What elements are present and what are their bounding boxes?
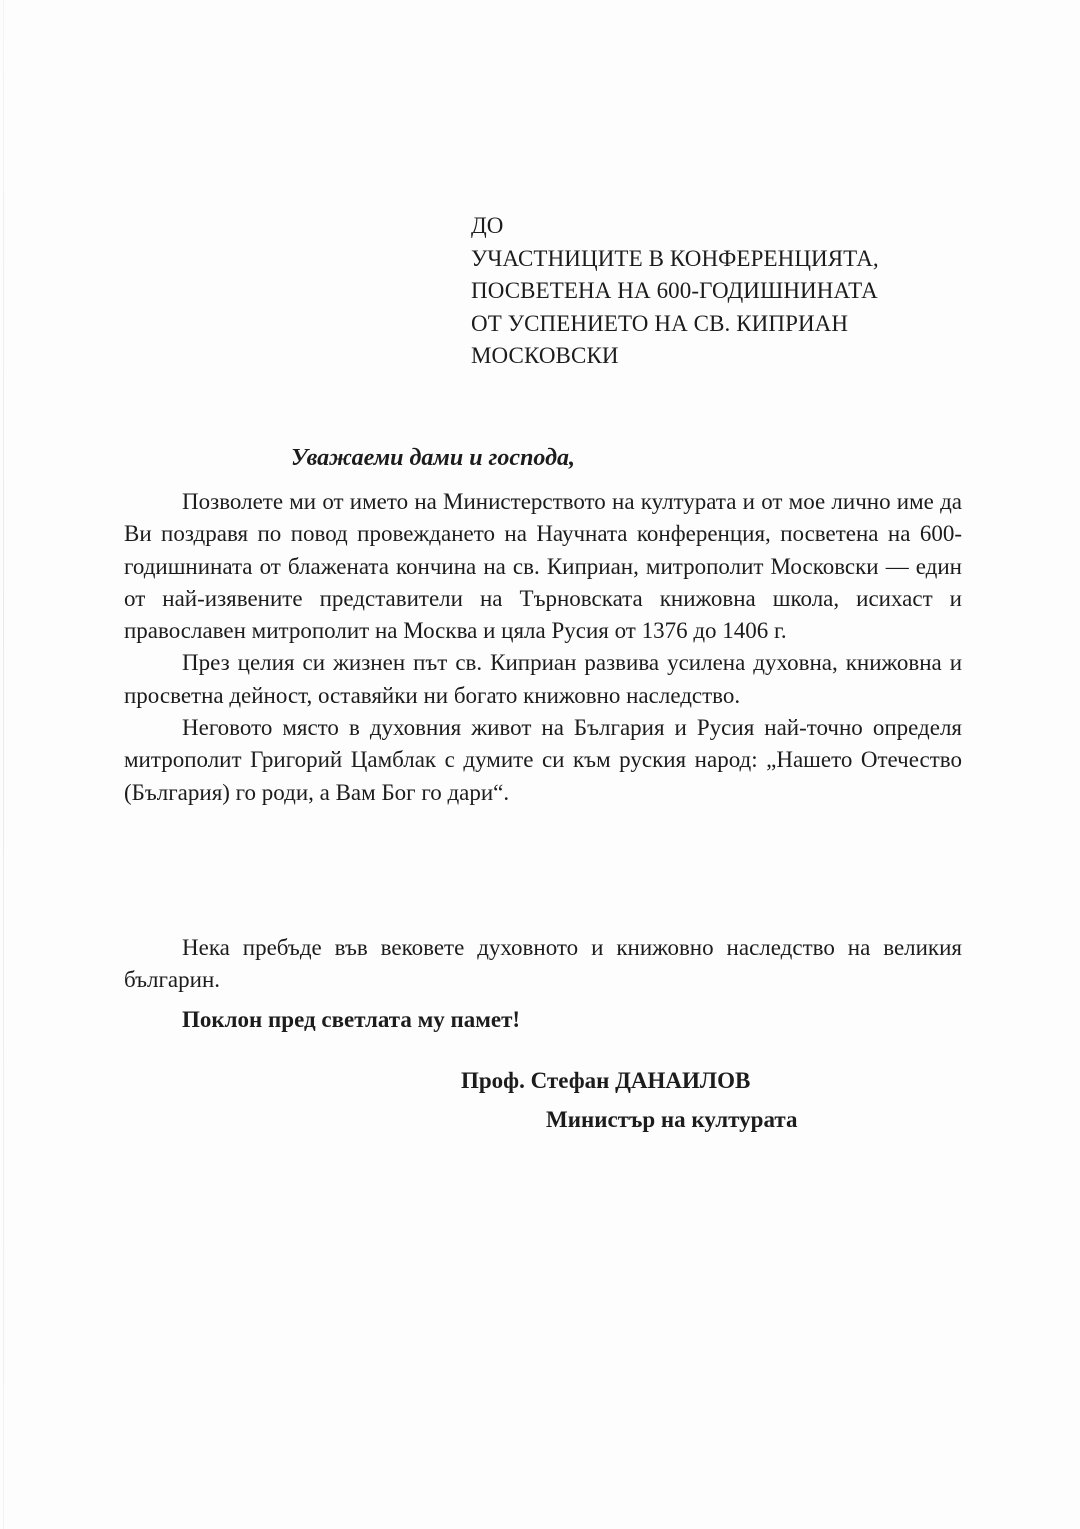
farewell: Поклон пред светлата му памет! <box>182 1007 521 1032</box>
recipient-address <box>471 210 879 373</box>
signature-name: Проф. Стефан ДАНАИЛОВ <box>461 1068 751 1093</box>
address-line: МОСКОВСКИ <box>471 343 619 368</box>
body-paragraph: Неговото място в духовния живот на България и Русия най-точно определя митрополит Григорий Цамблак с думите си към руския народ: „Нашето Отечество (България) го роди, а Вам Бог го дари“. <box>124 715 962 805</box>
body-paragraph: През целия си жизнен път св. Киприан развива усилена духовна, книжовна и просветна дейност, оставяйки ни богато книжовно наследство. <box>124 650 962 708</box>
closing-paragraph: Нека пребъде във вековете духовното и книжовно наследство на великия българин. <box>124 935 962 993</box>
letter-body <box>124 486 962 809</box>
signature-title: Министър на културата <box>546 1107 798 1132</box>
address-line: ОТ УСПЕНИЕТО НА СВ. КИПРИАН <box>471 310 849 336</box>
salutation: Уважаеми дами и господа, <box>291 445 576 471</box>
body-paragraph: Позволете ми от името на Министерството на културата и от мое лично име да Ви поздравя по повод провеждането на Научната конференция, посветена на 600-годишнината от блажената кончина на св. Киприан, митрополит Московски — един от най-изявените представители на Търновската книжовна школа, исихаст и православен митрополит на Москва и цяла Русия от 1376 до 1406 г. <box>124 489 962 644</box>
address-line: ПОСВЕТЕНА НА 600-ГОДИШНИНАТА <box>471 278 878 303</box>
address-line: ДО <box>471 213 504 238</box>
address-line: УЧАСТНИЦИТЕ В КОНФЕРЕНЦИЯТА, <box>471 245 879 271</box>
scan-edge-shadow <box>3 0 4 1529</box>
